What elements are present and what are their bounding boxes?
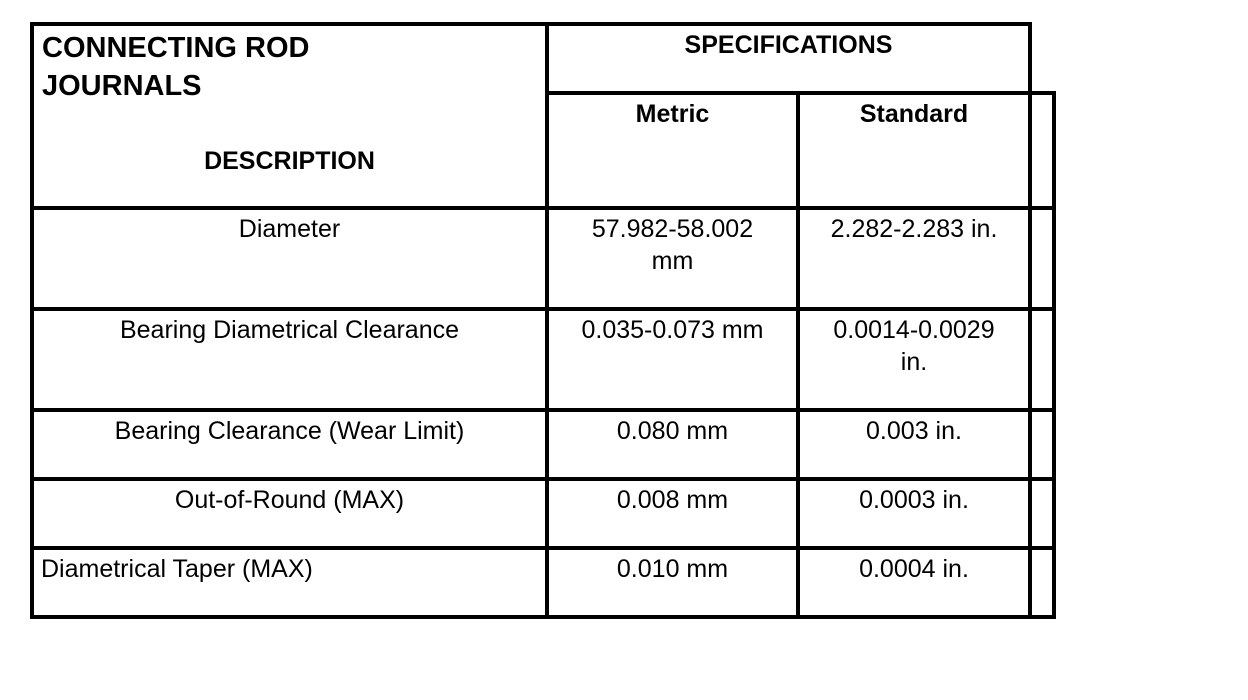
row-standard-value: 0.003 in.: [866, 417, 962, 445]
row-metric-value: 57.982-58.002: [591, 215, 754, 243]
row-divider-2: [30, 408, 1056, 412]
row-description: Out-of-Round (MAX): [174, 486, 405, 514]
row-description: Bearing Clearance (Wear Limit): [114, 417, 465, 445]
row-standard-value: 0.0004 in.: [859, 555, 969, 583]
row-metric-value: 0.008 mm: [616, 486, 729, 514]
standard-header: Standard: [859, 100, 969, 128]
row-description: Bearing Diametrical Clearance: [119, 316, 460, 344]
row-divider-3: [30, 477, 1056, 481]
table-border-top: [30, 22, 1032, 26]
table-border-right: [1052, 91, 1056, 619]
row-standard-value: 2.282-2.283 in.: [830, 215, 998, 243]
specifications-header: SPECIFICATIONS: [684, 31, 893, 59]
row-metric-value: 0.010 mm: [616, 555, 729, 583]
row-standard-value: 0.0003 in.: [859, 486, 969, 514]
section-title-line2: JOURNALS: [42, 70, 202, 102]
row-divider-1: [30, 307, 1056, 311]
row-metric-value: 0.080 mm: [616, 417, 729, 445]
row-metric-value-continued: mm: [651, 247, 694, 275]
header-divider: [546, 91, 1056, 95]
row-divider-4: [30, 546, 1056, 550]
section-title-line1: CONNECTING ROD: [42, 32, 310, 64]
column-divider-standard: [1028, 22, 1032, 619]
row-description: Diameter: [238, 215, 341, 243]
description-header: DESCRIPTION: [204, 147, 375, 175]
table-border-bottom: [30, 615, 1056, 619]
row-standard-value-continued: in.: [900, 348, 928, 376]
row-standard-value: 0.0014-0.0029: [833, 316, 995, 344]
metric-header: Metric: [635, 100, 710, 128]
header-bottom-border: [30, 206, 1056, 210]
row-description: Diametrical Taper (MAX): [41, 555, 313, 583]
row-metric-value: 0.035-0.073 mm: [581, 316, 764, 344]
